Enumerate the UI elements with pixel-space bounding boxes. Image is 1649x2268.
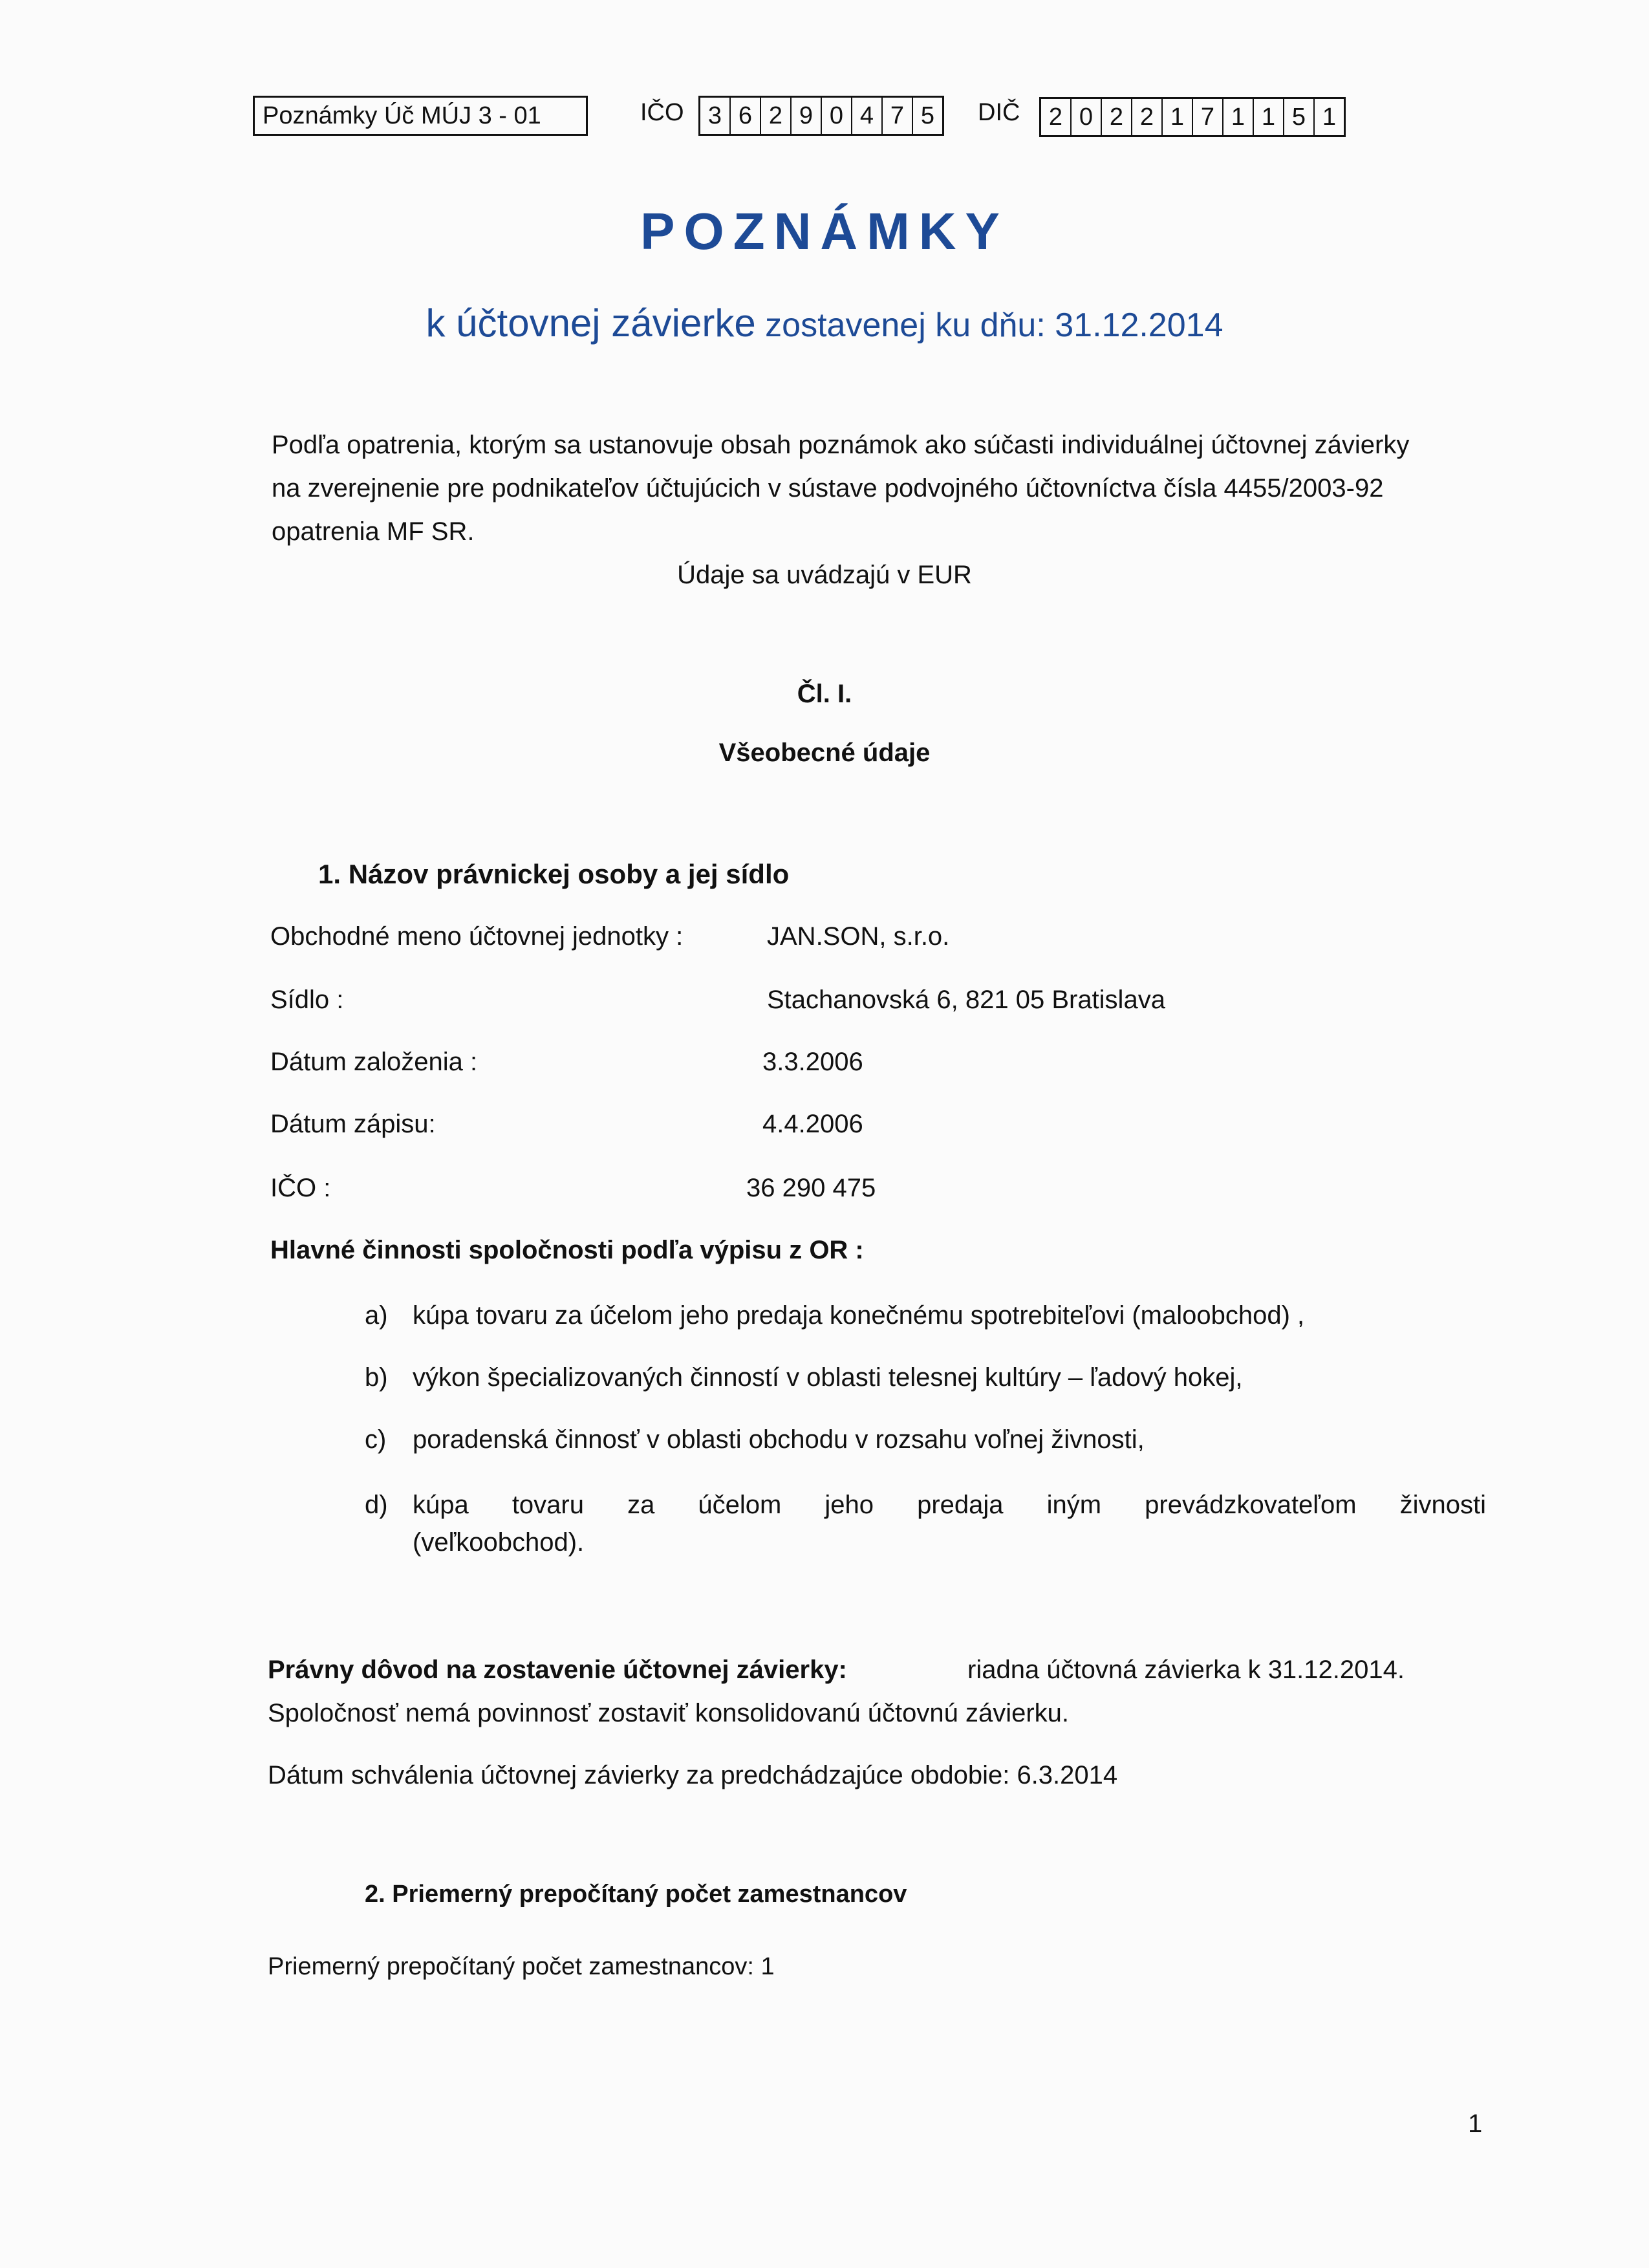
activities-heading: Hlavné činnosti spoločnosti podľa výpisu z OR : (270, 1236, 864, 1264)
section1-heading: 1. Názov právnickej osoby a jej sídlo (318, 859, 790, 889)
subtitle (0, 301, 1649, 345)
list-item-continued: (veľkoobchod). (413, 1528, 585, 1557)
intro-line: na zverejnenie pre podnikateľov účtujúcich v sústave podvojného účtovníctva čísla 4455/2003-92 (272, 474, 1384, 502)
ico-digit: 9 (792, 98, 822, 134)
dic-digit: 2 (1132, 99, 1163, 135)
legal-reason-label: Právny dôvod na zostavenie účtovnej závierky: (268, 1656, 847, 1684)
intro-paragraph (272, 424, 1409, 554)
ico-digit: 4 (852, 98, 883, 134)
dic-digit: 1 (1223, 99, 1254, 135)
ico-digit: 3 (700, 98, 731, 134)
list-item: kúpa tovaru za účelom jeho predaja konečnému spotrebiteľovi (maloobchod) , (413, 1301, 1305, 1330)
article-number: Čl. I. (797, 680, 852, 708)
article-title: Všeobecné údaje (718, 739, 931, 767)
ico-digit: 2 (761, 98, 792, 134)
list-letter: c) (365, 1425, 387, 1454)
intro-line: Podľa opatrenia, ktorým sa ustanovuje obsah poznámok ako súčasti individuálnej účtovnej závierky (272, 431, 1410, 459)
dic-digit: 0 (1072, 99, 1102, 135)
subtitle-date: zostavenej ku dňu: 31.12.2014 (755, 307, 1223, 344)
dic-cells (1039, 97, 1346, 137)
dic-digit: 1 (1254, 99, 1284, 135)
ico-digit: 6 (731, 98, 761, 134)
list-item: kúpa tovaru za účelom jeho predaja iným prevádzkovateľom živnosti (413, 1491, 1486, 1519)
approval-date: Dátum schválenia účtovnej závierky za predchádzajúce obdobie: 6.3.2014 (268, 1761, 1118, 1789)
ico-digit: 5 (920, 102, 935, 129)
dic-digit: 7 (1193, 99, 1223, 135)
currency-note: Údaje sa uvádzajú v EUR (677, 561, 972, 589)
row-value: JAN.SON, s.r.o. (767, 922, 950, 951)
ico-digit: 7 (883, 98, 913, 134)
row-label: Dátum založenia : (270, 1048, 478, 1076)
row-label: Dátum zápisu: (270, 1110, 436, 1138)
ico-cells (698, 96, 944, 136)
list-item: výkon špecializovaných činností v oblasti telesnej kultúry – ľadový hokej, (413, 1363, 1243, 1392)
dic-label: DIČ (978, 99, 1020, 126)
consolidation-note: Spoločnosť nemá povinnosť zostaviť konsolidovanú účtovnú závierku. (268, 1699, 1070, 1727)
dic-digit: 2 (1041, 99, 1072, 135)
dic-digit: 5 (1284, 99, 1315, 135)
dic-digit: 1 (1163, 99, 1193, 135)
row-label: Sídlo : (270, 986, 344, 1014)
page-title: POZNÁMKY (640, 202, 1009, 260)
row-value: Stachanovská 6, 821 05 Bratislava (767, 986, 1165, 1014)
row-label: Obchodné meno účtovnej jednotky : (270, 922, 684, 951)
row-label: IČO : (270, 1174, 331, 1202)
row-value: 36 290 475 (746, 1174, 876, 1202)
dic-digit: 1 (1322, 103, 1337, 131)
subtitle-main: k účtovnej závierke (426, 301, 756, 345)
page-number: 1 (1468, 2110, 1483, 2138)
dic-digit: 2 (1102, 99, 1132, 135)
row-value: 3.3.2006 (762, 1048, 863, 1076)
list-letter: d) (365, 1491, 388, 1519)
row-value: 4.4.2006 (762, 1110, 863, 1138)
list-letter: a) (365, 1301, 388, 1330)
list-item: poradenská činnosť v oblasti obchodu v rozsahu voľnej živnosti, (413, 1425, 1145, 1454)
intro-line: opatrenia MF SR. (272, 517, 475, 546)
section2-text: Priemerný prepočítaný počet zamestnancov: 1 (268, 1953, 775, 1980)
list-letter: b) (365, 1363, 388, 1392)
section2-heading: 2. Priemerný prepočítaný počet zamestnancov (365, 1881, 907, 1908)
ico-label: IČO (640, 99, 684, 126)
form-label: Poznámky Úč MÚJ 3 - 01 (253, 96, 588, 136)
legal-reason-value: riadna účtovná závierka k 31.12.2014. (967, 1656, 1405, 1684)
ico-digit: 0 (822, 98, 852, 134)
